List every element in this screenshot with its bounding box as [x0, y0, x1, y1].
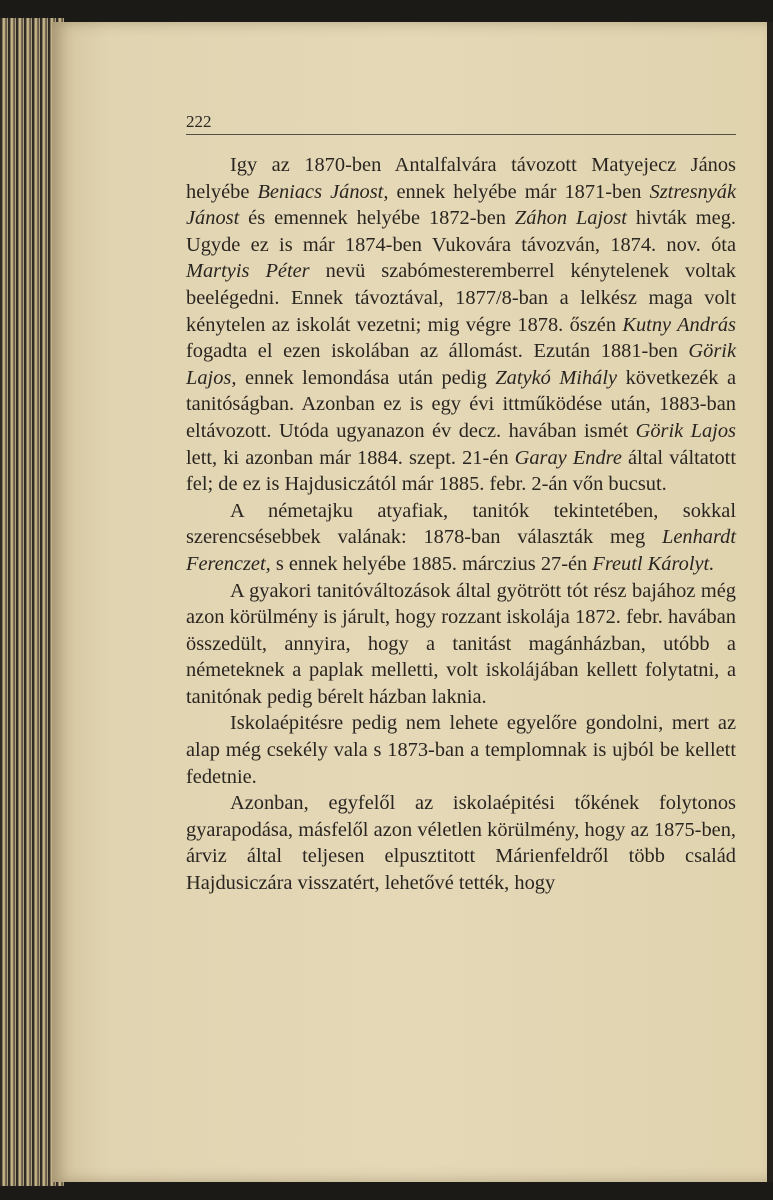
italic-name: Lenhardt Ferenczet, — [186, 526, 736, 575]
paragraph — [186, 710, 736, 790]
paragraph — [186, 790, 736, 896]
page-number: 222 — [186, 112, 212, 131]
text-run: fogadta el ezen iskolában az állomást. Ezután 1881-ben — [186, 340, 689, 363]
text-run: hivták meg. Ugyde ez is már 1874-ben Vukovára távozván, 1874. nov. óta — [186, 207, 736, 256]
text-run: Iskolaépitésre pedig nem lehete egyelőre gondolni, mert az alap még csekély vala s 1873-ban a templomnak is ujból be kellett fedetnie. — [186, 712, 736, 788]
text-run: Azonban, egyfelől az iskolaépitési tőkének folytonos gyarapodása, másfelől azon véletlen körülmény, hogy az 1875-ben, árviz által teljesen elpusztitott Márienfeldről több család Hajdusiczára visszatért, lehetővé tették, hogy — [186, 792, 736, 895]
text-run: nevü szabómesteremberrel kénytelenek voltak beelégedni. Ennek távoztával, 1877/8-ban a lelkész maga volt kénytelen az iskolát vezetni; mig végre 1878. őszén — [186, 260, 737, 336]
text-run: ennek helyébe már 1871-ben — [388, 180, 650, 203]
text-run: Igy az 1870-ben Antalfalvára távozott Matyejecz János helyébe — [186, 154, 736, 203]
italic-name: Beniacs Jánost, — [257, 180, 389, 203]
text-run: következék a tanitóságban. Azonban ez is egy évi ittműködése után, 1883-ban eltávozott. Utóda ugyanazon év decz. havában ismét — [186, 366, 737, 442]
text-run: A gyakori tanitóváltozások által gyötrött tót rész bajához még azon körülmény is járult, hogy rozzant iskolája 1872. febr. havában összedült, annyira, hogy a tanitást magánházban, utóbb a németeknek a paplak melletti, volt iskolájában kellett folytatni, a tanitónak pedig bérelt házban laknia. — [186, 579, 736, 708]
italic-name: Görik Lajos, — [186, 340, 736, 389]
page-header — [186, 112, 736, 135]
text-run: ennek lemondása után pedig — [236, 366, 496, 389]
italic-name: Görik Lajos — [635, 419, 736, 442]
italic-name: Freutl Károlyt. — [592, 552, 715, 575]
paragraph — [186, 498, 736, 578]
italic-name: Sztresnyák Jánost — [186, 180, 736, 230]
italic-name: Martyis Péter — [186, 260, 310, 283]
italic-name: Kutny András — [622, 313, 736, 336]
text-run: s ennek helyébe 1885. márczius 27-én — [270, 552, 593, 575]
paragraph — [186, 578, 736, 711]
body-text — [186, 152, 736, 897]
italic-name: Záhon Lajost — [514, 207, 627, 230]
italic-name: Zatykó Mihály — [495, 366, 618, 389]
text-run: és emennek helyébe 1872-ben — [239, 207, 515, 230]
text-run: A németajku atyafiak, tanitók tekintetében, sokkal szerencsésebbek valának: 1878-ban választák meg — [186, 499, 736, 549]
paragraph — [186, 152, 736, 498]
italic-name: Garay Endre — [514, 446, 622, 469]
text-run: által váltatott fel; de ez is Hajdusiczától már 1885. febr. 2-án vőn bucsut. — [186, 446, 737, 496]
page-right-edge — [767, 22, 773, 1182]
text-run: lett, ki azonban már 1884. szept. 21-én — [186, 446, 515, 469]
